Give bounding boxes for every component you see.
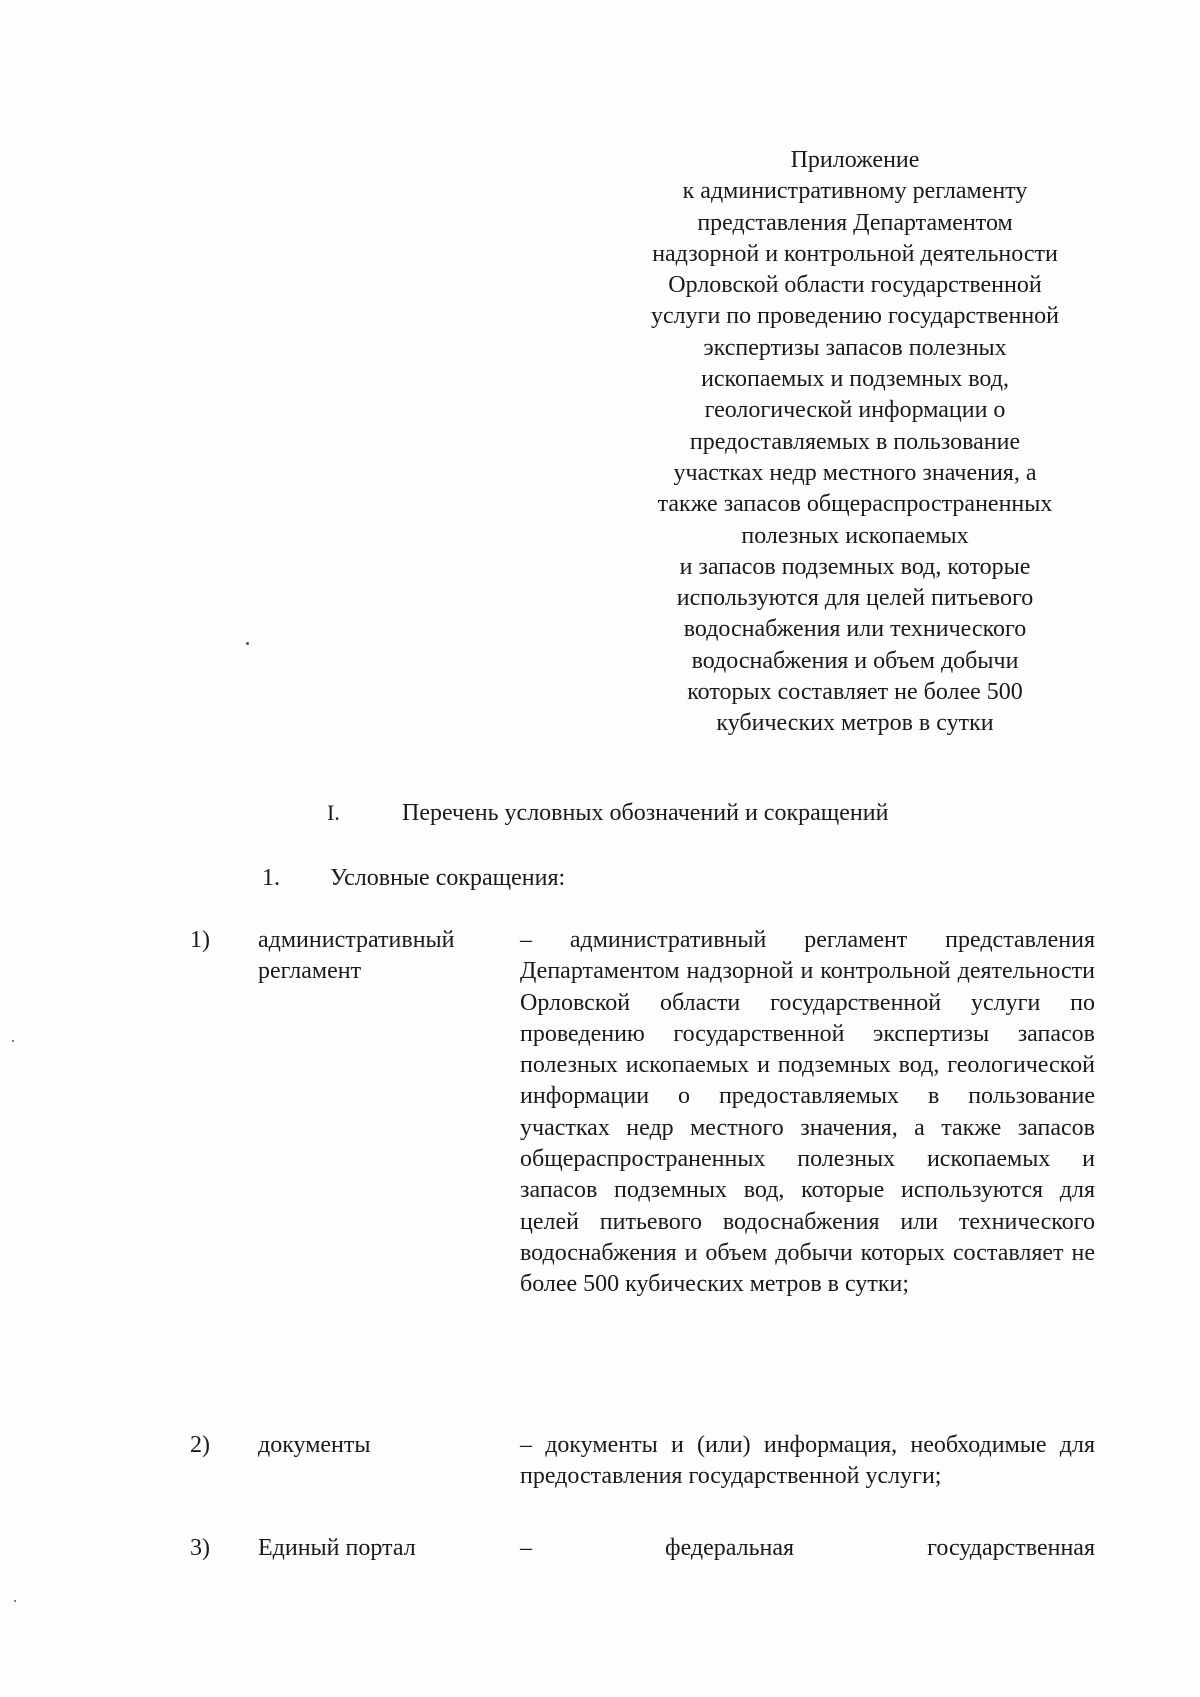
appendix-line: услуги по проведению государственной (650, 303, 1060, 330)
term-number: 1) (190, 927, 210, 953)
appendix-line: водоснабжения или технического (683, 616, 1027, 643)
appendix-line: и запасов подземных вод, которые (679, 553, 1031, 580)
appendix-line: кубических метров в сутки (716, 710, 994, 737)
term-definition: – федеральная государственная (520, 1535, 1095, 1561)
term-definition: – административный регламент представления Департаментом надзорной и контрольной деятельности Орловской области государственной услуги по проведению государственной экспертизы запасов полезных ископаемых и подземных вод, геологической информации о предоставляемых в пользование участках недр местного значения, а также запасов общераспространенных полезных ископаемых и запасов подземных вод, которые используются для целей питьевого водоснабжения или технического водоснабжения и объем добычи которых составляет не более 500 кубических метров в сутки; (520, 927, 1095, 1298)
appendix-line: предоставляемых в пользование (689, 428, 1021, 455)
appendix-line: Орловской области государственной (668, 272, 1042, 299)
appendix-line: экспертизы запасов полезных (703, 334, 1007, 361)
subsection-heading (262, 863, 565, 894)
appendix-line: надзорной и контрольной деятельности (652, 240, 1058, 267)
section-number: I. (327, 800, 340, 825)
term-number: 3) (190, 1535, 210, 1561)
appendix-line: к административному регламенту (682, 178, 1028, 205)
term-row (190, 925, 1095, 1395)
section-heading (327, 797, 888, 829)
appendix-line: используются для целей питьевого (676, 585, 1034, 612)
appendix-line: геологической информации о (704, 397, 1006, 424)
term-name: Единый портал (258, 1535, 416, 1561)
appendix-line: ископаемых и подземных вод, (701, 366, 1009, 393)
subsection-number: 1. (262, 865, 280, 891)
appendix-line: полезных ископаемых (741, 522, 969, 549)
appendix-line: водоснабжения и объем добычи (691, 647, 1019, 674)
term-number: 2) (190, 1432, 210, 1458)
appendix-line: представления Департаментом (697, 209, 1013, 236)
subsection-title: Условные сокращения: (330, 865, 566, 891)
appendix-line: также запасов общераспространенных (657, 491, 1053, 518)
term-name: документы (258, 1432, 371, 1458)
term-name: административный регламент (258, 927, 455, 985)
scan-speck (246, 642, 249, 645)
term-row (190, 1430, 1095, 1500)
scan-speck (14, 1600, 16, 1602)
appendix-line: участках недр местного значения, а (673, 459, 1037, 486)
term-row (190, 1533, 1095, 1573)
appendix-line: которых составляет не более 500 (687, 679, 1023, 706)
section-title: Перечень условных обозначений и сокращений (402, 800, 889, 826)
appendix-line: Приложение (790, 147, 920, 173)
scan-speck (12, 1040, 14, 1042)
appendix-header (600, 145, 1110, 740)
term-definition: – документы и (или) информация, необходимые для предоставления государственной услуги; (520, 1432, 1095, 1490)
